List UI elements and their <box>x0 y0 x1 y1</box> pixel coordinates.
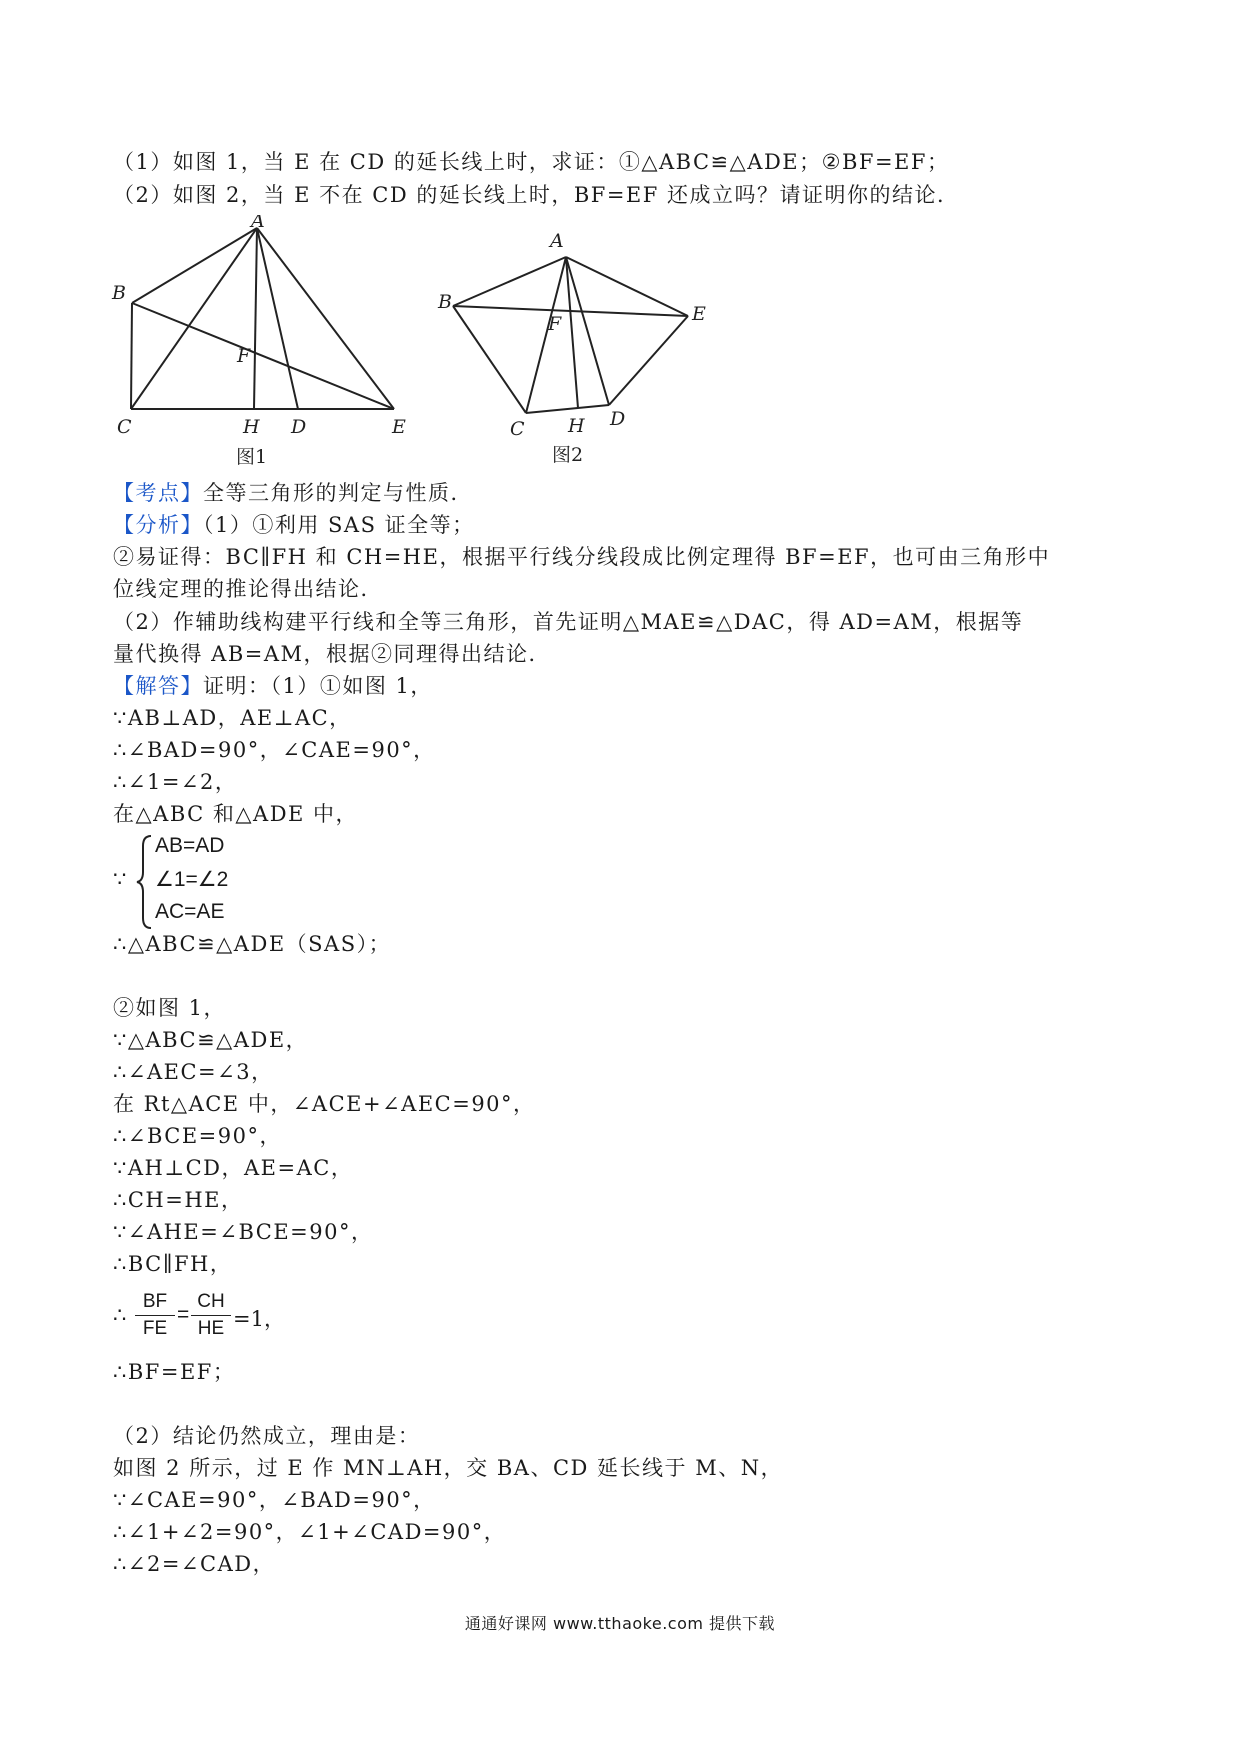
proof-line: ②如图 1， <box>113 996 227 1020</box>
kaodian-text: 全等三角形的判定与性质． <box>203 481 473 505</box>
figure-1-caption: 图1 <box>236 446 268 468</box>
fig2-label-B: B <box>438 291 452 313</box>
kaodian-line <box>113 479 473 507</box>
question-part-1: （1）如图 1，当 E 在 CD 的延长线上时，求证：①△ABC≌△ADE；②BF=EF； <box>113 150 950 174</box>
equals-sign: = <box>177 1303 190 1326</box>
question-part-2: （2）如图 2，当 E 不在 CD 的延长线上时，BF=EF 还成立吗？请证明你的结论． <box>113 183 960 207</box>
fraction-bar <box>191 1315 231 1316</box>
fig2-label-D: D <box>610 408 626 430</box>
proof-line: 在△ABC 和△ADE 中， <box>113 802 359 826</box>
fig2-label-C: C <box>510 418 525 440</box>
therefore-symbol: ∴ <box>113 1303 127 1327</box>
proof-line: ∴CH=HE， <box>113 1188 244 1212</box>
fenxi-tag: 【分析】 <box>113 513 203 537</box>
fig1-label-E: E <box>392 416 406 438</box>
proof-line: ∵△ABC≌△ADE， <box>113 1028 309 1052</box>
system-line-2: ∠1=∠2 <box>155 868 229 891</box>
fraction-bar <box>135 1315 175 1316</box>
proof-line: ∵∠CAE=90°，∠BAD=90°， <box>113 1488 436 1512</box>
jieda-line-head <box>113 672 433 700</box>
fig1-label-H: H <box>243 416 260 438</box>
fig2-label-F: F <box>548 313 562 335</box>
page-footer: 通通好课网 www.tthaoke.com 提供下载 <box>464 1614 776 1633</box>
proof-line: ∴∠AEC=∠3， <box>113 1060 274 1084</box>
proof-line: ∴∠1+∠2=90°，∠1+∠CAD=90°， <box>113 1520 507 1544</box>
fig1-label-B: B <box>112 282 126 304</box>
fig1-label-A: A <box>251 215 265 232</box>
proof-line: ∴∠BCE=90°， <box>113 1124 282 1148</box>
fraction-bf-fe <box>135 1290 175 1341</box>
left-brace-icon <box>135 834 155 930</box>
proof-line: 如图 2 所示，过 E 作 MN⊥AH，交 BA、CD 延长线于 M、N， <box>113 1456 784 1480</box>
figure-2-caption: 图2 <box>552 444 584 466</box>
fraction-tail: =1， <box>233 1307 285 1331</box>
jieda-head: 证明：（1）①如图 1， <box>203 674 433 698</box>
fenxi-text-1: （1）①利用 SAS 证全等； <box>203 513 475 537</box>
proof-line: ∵AB⊥AD，AE⊥AC， <box>113 706 352 730</box>
proof-line: ∴BF=EF； <box>113 1360 236 1384</box>
proof-line: ∴BC∥FH， <box>113 1252 233 1276</box>
proof-line: （2）结论仍然成立，理由是： <box>113 1424 421 1448</box>
equation-system <box>113 834 413 930</box>
fig1-label-D: D <box>291 416 307 438</box>
figure-1-lines <box>131 228 394 409</box>
because-symbol: ∵ <box>113 867 127 891</box>
fig2-label-E: E <box>692 303 706 325</box>
fraction-denominator: HE <box>197 1318 225 1339</box>
proof-line: ∴∠1=∠2， <box>113 770 238 794</box>
fraction-ch-he <box>191 1290 231 1341</box>
fig1-label-F: F <box>237 345 251 367</box>
fraction-numerator: CH <box>197 1291 225 1312</box>
fenxi-line-3: 位线定理的推论得出结论． <box>113 577 383 601</box>
fenxi-line-4: （2）作辅助线构建平行线和全等三角形，首先证明△MAE≌△DAC，得 AD=AM，根据等 <box>113 610 1024 634</box>
proof-line: ∴△ABC≌△ADE（SAS）； <box>113 932 392 956</box>
kaodian-tag: 【考点】 <box>113 481 203 505</box>
jieda-tag: 【解答】 <box>113 674 203 698</box>
proof-line: ∵∠AHE=∠BCE=90°， <box>113 1220 374 1244</box>
proof-line: ∴∠BAD=90°，∠CAE=90°， <box>113 738 436 762</box>
fenxi-line-1 <box>113 511 475 539</box>
proof-line: 在 Rt△ACE 中，∠ACE+∠AEC=90°， <box>113 1092 536 1116</box>
figure-2 <box>430 225 710 479</box>
figure-1 <box>110 215 410 479</box>
fig2-label-A: A <box>550 230 564 252</box>
system-line-3: AC=AE <box>155 900 225 923</box>
figure-2-lines <box>453 257 688 413</box>
fenxi-line-2: ②易证得：BC∥FH 和 CH=HE，根据平行线分线段成比例定理得 BF=EF，也可由三角形中 <box>113 545 1051 569</box>
fig1-label-C: C <box>117 416 132 438</box>
fraction-numerator: BF <box>142 1291 168 1312</box>
proof-line: ∵AH⊥CD，AE=AC， <box>113 1156 354 1180</box>
fraction-equation <box>113 1290 413 1344</box>
proof-line: ∴∠2=∠CAD， <box>113 1552 276 1576</box>
system-line-1: AB=AD <box>155 834 225 857</box>
fig2-label-H: H <box>568 415 585 437</box>
fenxi-line-5: 量代换得 AB=AM，根据②同理得出结论． <box>113 642 552 666</box>
fraction-denominator: FE <box>142 1318 168 1339</box>
